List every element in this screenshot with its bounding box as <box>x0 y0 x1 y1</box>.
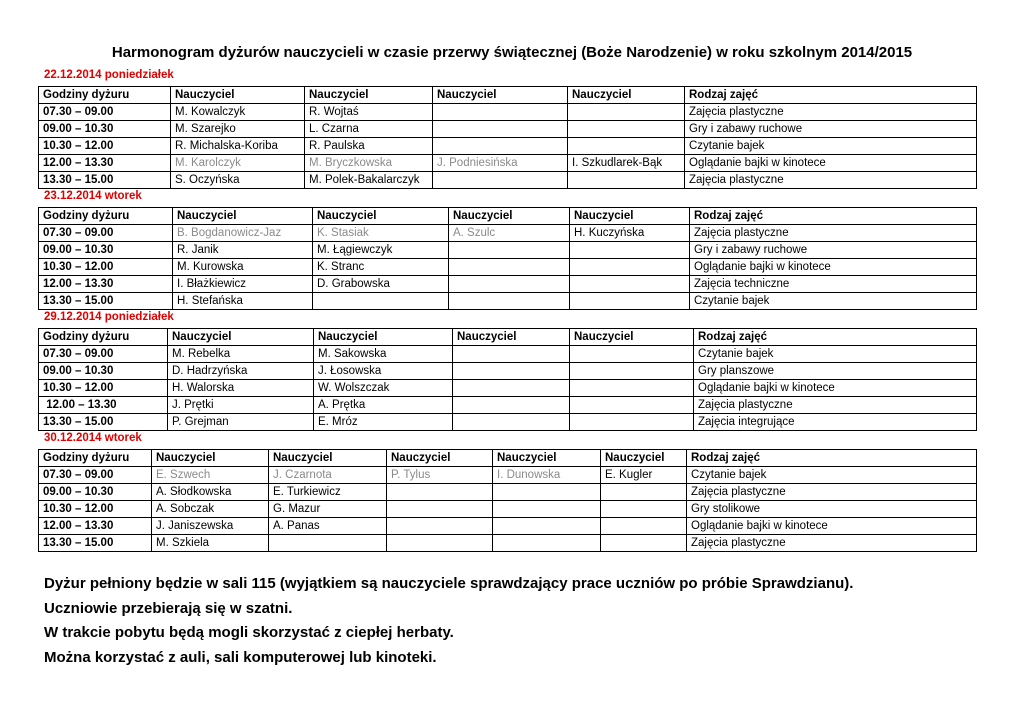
time-cell: 09.00 – 10.30 <box>39 121 171 138</box>
header-cell: Nauczyciel <box>601 450 687 467</box>
teacher-cell: R. Michalska-Koriba <box>171 138 305 155</box>
day-heading: 30.12.2014 wtorek <box>44 432 142 444</box>
teacher-cell: E. Mróz <box>314 414 453 431</box>
teacher-cell: I. Szkudlarek-Bąk <box>568 155 685 172</box>
time-cell: 13.30 – 15.00 <box>39 414 168 431</box>
teacher-cell: B. Bogdanowicz-Jaz <box>173 225 313 242</box>
table-header-row <box>39 329 977 346</box>
teacher-cell <box>453 363 570 380</box>
time-cell: 13.30 – 15.00 <box>39 172 171 189</box>
activity-cell: Czytanie bajek <box>685 138 977 155</box>
table-row <box>39 121 977 138</box>
teacher-cell: A. Panas <box>269 518 387 535</box>
teacher-cell: M. Łągiewczyk <box>313 242 449 259</box>
table-row <box>39 518 977 535</box>
teacher-cell: J. Prętki <box>168 397 314 414</box>
teacher-cell: R. Wojtaś <box>305 104 433 121</box>
time-cell: 13.30 – 15.00 <box>39 293 173 310</box>
teacher-cell: H. Kuczyńska <box>570 225 690 242</box>
teacher-cell <box>570 346 694 363</box>
time-cell: 13.30 – 15.00 <box>39 535 152 552</box>
activity-cell: Zajęcia plastyczne <box>687 535 977 552</box>
time-cell: 07.30 – 09.00 <box>39 225 173 242</box>
teacher-cell: L. Czarna <box>305 121 433 138</box>
teacher-cell: M. Szkiela <box>152 535 269 552</box>
teacher-cell <box>568 172 685 189</box>
teacher-cell <box>453 397 570 414</box>
page-title: Harmonogram dyżurów nauczycieli w czasie przerwy świątecznej (Boże Narodzenie) w roku szkolnym 2014/2015 <box>111 44 913 61</box>
teacher-cell <box>449 293 570 310</box>
teacher-cell: H. Stefańska <box>173 293 313 310</box>
day-heading: 23.12.2014 wtorek <box>44 190 142 202</box>
teacher-cell: K. Stasiak <box>313 225 449 242</box>
activity-cell: Zajęcia plastyczne <box>687 484 977 501</box>
teacher-cell: M. Szarejko <box>171 121 305 138</box>
teacher-cell: A. Sobczak <box>152 501 269 518</box>
teacher-cell <box>570 276 690 293</box>
header-cell: Rodzaj zajęć <box>690 208 977 225</box>
teacher-cell <box>493 484 601 501</box>
activity-cell: Czytanie bajek <box>694 346 977 363</box>
teacher-cell: E. Szwech <box>152 467 269 484</box>
teacher-cell: D. Hadrzyńska <box>168 363 314 380</box>
teacher-cell <box>387 535 493 552</box>
teacher-cell: M. Sakowska <box>314 346 453 363</box>
teacher-cell: M. Polek-Bakalarczyk <box>305 172 433 189</box>
teacher-cell: M. Kurowska <box>173 259 313 276</box>
schedule-table <box>38 328 977 431</box>
teacher-cell <box>433 104 568 121</box>
teacher-cell: M. Bryczkowska <box>305 155 433 172</box>
teacher-cell <box>570 397 694 414</box>
time-cell: 10.30 – 12.00 <box>39 259 173 276</box>
header-cell: Nauczyciel <box>568 87 685 104</box>
activity-cell: Czytanie bajek <box>690 293 977 310</box>
teacher-cell: A. Szulc <box>449 225 570 242</box>
table-row <box>39 501 977 518</box>
teacher-cell: I. Błażkiewicz <box>173 276 313 293</box>
day-heading: 22.12.2014 poniedziałek <box>44 69 174 81</box>
header-cell: Rodzaj zajęć <box>685 87 977 104</box>
teacher-cell <box>493 501 601 518</box>
teacher-cell <box>601 518 687 535</box>
note-line: W trakcie pobytu będą mogli skorzystać z ciepłej herbaty. <box>44 624 454 641</box>
teacher-cell <box>453 380 570 397</box>
table-row <box>39 397 977 414</box>
header-cell: Godziny dyżuru <box>39 87 171 104</box>
teacher-cell <box>493 535 601 552</box>
table-row <box>39 414 977 431</box>
teacher-cell: S. Oczyńska <box>171 172 305 189</box>
day-heading: 29.12.2014 poniedziałek <box>44 311 174 323</box>
activity-cell: Zajęcia plastyczne <box>685 104 977 121</box>
teacher-cell <box>570 363 694 380</box>
teacher-cell <box>568 121 685 138</box>
header-cell: Nauczyciel <box>152 450 269 467</box>
teacher-cell <box>387 484 493 501</box>
table-row <box>39 380 977 397</box>
time-cell: 07.30 – 09.00 <box>39 104 171 121</box>
time-cell: 09.00 – 10.30 <box>39 363 168 380</box>
teacher-cell: I. Dunowska <box>493 467 601 484</box>
time-cell: 10.30 – 12.00 <box>39 380 168 397</box>
teacher-cell <box>433 138 568 155</box>
table-row <box>39 155 977 172</box>
teacher-cell <box>568 138 685 155</box>
teacher-cell: M. Rebelka <box>168 346 314 363</box>
header-cell: Godziny dyżuru <box>39 450 152 467</box>
activity-cell: Oglądanie bajki w kinotece <box>685 155 977 172</box>
header-cell: Nauczyciel <box>449 208 570 225</box>
header-cell: Nauczyciel <box>168 329 314 346</box>
time-cell: 10.30 – 12.00 <box>39 501 152 518</box>
header-cell: Nauczyciel <box>173 208 313 225</box>
activity-cell: Czytanie bajek <box>687 467 977 484</box>
teacher-cell: M. Kowalczyk <box>171 104 305 121</box>
teacher-cell <box>387 518 493 535</box>
table-row <box>39 225 977 242</box>
table-row <box>39 104 977 121</box>
teacher-cell: G. Mazur <box>269 501 387 518</box>
header-cell: Nauczyciel <box>269 450 387 467</box>
header-cell: Rodzaj zajęć <box>687 450 977 467</box>
activity-cell: Gry stolikowe <box>687 501 977 518</box>
notes-block <box>44 572 853 670</box>
table-row <box>39 535 977 552</box>
table-header-row <box>39 87 977 104</box>
table-row <box>39 346 977 363</box>
teacher-cell <box>449 242 570 259</box>
teacher-cell: K. Stranc <box>313 259 449 276</box>
activity-cell: Gry i zabawy ruchowe <box>690 242 977 259</box>
teacher-cell: J. Czarnota <box>269 467 387 484</box>
time-cell: 12.00 – 13.30 <box>39 155 171 172</box>
note-line: Dyżur pełniony będzie w sali 115 (wyjątkiem są nauczyciele sprawdzający prace uczniów po próbie Sprawdzianu). <box>44 575 854 592</box>
teacher-cell: J. Janiszewska <box>152 518 269 535</box>
note-line: Uczniowie przebierają się w szatni. <box>44 599 293 617</box>
teacher-cell <box>601 484 687 501</box>
activity-cell: Zajęcia plastyczne <box>694 397 977 414</box>
activity-cell: Zajęcia plastyczne <box>685 172 977 189</box>
teacher-cell: D. Grabowska <box>313 276 449 293</box>
activity-cell: Oglądanie bajki w kinotece <box>687 518 977 535</box>
teacher-cell <box>570 259 690 276</box>
header-cell: Nauczyciel <box>453 329 570 346</box>
table-row <box>39 363 977 380</box>
time-cell: 07.30 – 09.00 <box>39 346 168 363</box>
teacher-cell: W. Wolszczak <box>314 380 453 397</box>
table-row <box>39 259 977 276</box>
teacher-cell: M. Karolczyk <box>171 155 305 172</box>
teacher-cell: E. Turkiewicz <box>269 484 387 501</box>
header-cell: Nauczyciel <box>493 450 601 467</box>
teacher-cell <box>493 518 601 535</box>
teacher-cell: J. Podniesińska <box>433 155 568 172</box>
teacher-cell: R. Paulska <box>305 138 433 155</box>
teacher-cell <box>601 501 687 518</box>
teacher-cell: A. Prętka <box>314 397 453 414</box>
teacher-cell <box>387 501 493 518</box>
teacher-cell: A. Słodkowska <box>152 484 269 501</box>
teacher-cell <box>601 535 687 552</box>
teacher-cell <box>433 121 568 138</box>
activity-cell: Oglądanie bajki w kinotece <box>690 259 977 276</box>
schedule-table <box>38 86 977 189</box>
teacher-cell <box>570 242 690 259</box>
header-cell: Rodzaj zajęć <box>694 329 977 346</box>
schedule-table <box>38 207 977 310</box>
table-row <box>39 276 977 293</box>
teacher-cell <box>313 293 449 310</box>
table-row <box>39 484 977 501</box>
activity-cell: Gry planszowe <box>694 363 977 380</box>
time-cell: 12.00 – 13.30 <box>39 276 173 293</box>
teacher-cell <box>449 276 570 293</box>
teacher-cell <box>449 259 570 276</box>
teacher-cell <box>269 535 387 552</box>
teacher-cell: P. Tylus <box>387 467 493 484</box>
header-cell: Nauczyciel <box>570 329 694 346</box>
table-row <box>39 138 977 155</box>
table-header-row <box>39 450 977 467</box>
teacher-cell <box>570 380 694 397</box>
table-row <box>39 293 977 310</box>
header-cell: Godziny dyżuru <box>39 329 168 346</box>
teacher-cell: R. Janik <box>173 242 313 259</box>
header-cell: Nauczyciel <box>313 208 449 225</box>
header-cell: Nauczyciel <box>305 87 433 104</box>
time-cell: 09.00 – 10.30 <box>39 242 173 259</box>
activity-cell: Gry i zabawy ruchowe <box>685 121 977 138</box>
table-row <box>39 242 977 259</box>
teacher-cell <box>453 346 570 363</box>
time-cell: 10.30 – 12.00 <box>39 138 171 155</box>
teacher-cell <box>570 293 690 310</box>
table-header-row <box>39 208 977 225</box>
activity-cell: Zajęcia plastyczne <box>690 225 977 242</box>
header-cell: Godziny dyżuru <box>39 208 173 225</box>
teacher-cell <box>453 414 570 431</box>
table-row <box>39 467 977 484</box>
teacher-cell <box>568 104 685 121</box>
header-cell: Nauczyciel <box>171 87 305 104</box>
time-cell: 09.00 – 10.30 <box>39 484 152 501</box>
header-cell: Nauczyciel <box>433 87 568 104</box>
time-cell: 07.30 – 09.00 <box>39 467 152 484</box>
teacher-cell <box>570 414 694 431</box>
header-cell: Nauczyciel <box>387 450 493 467</box>
time-cell: 12.00 – 13.30 <box>39 518 152 535</box>
activity-cell: Zajęcia integrujące <box>694 414 977 431</box>
header-cell: Nauczyciel <box>570 208 690 225</box>
teacher-cell: E. Kugler <box>601 467 687 484</box>
teacher-cell: H. Walorska <box>168 380 314 397</box>
teacher-cell <box>433 172 568 189</box>
teacher-cell: J. Łosowska <box>314 363 453 380</box>
activity-cell: Oglądanie bajki w kinotece <box>694 380 977 397</box>
time-cell: 12.00 – 13.30 <box>39 397 168 414</box>
table-row <box>39 172 977 189</box>
activity-cell: Zajęcia techniczne <box>690 276 977 293</box>
header-cell: Nauczyciel <box>314 329 453 346</box>
schedule-table <box>38 449 977 552</box>
teacher-cell: P. Grejman <box>168 414 314 431</box>
note-line: Można korzystać z auli, sali komputerowej lub kinoteki. <box>44 648 437 666</box>
